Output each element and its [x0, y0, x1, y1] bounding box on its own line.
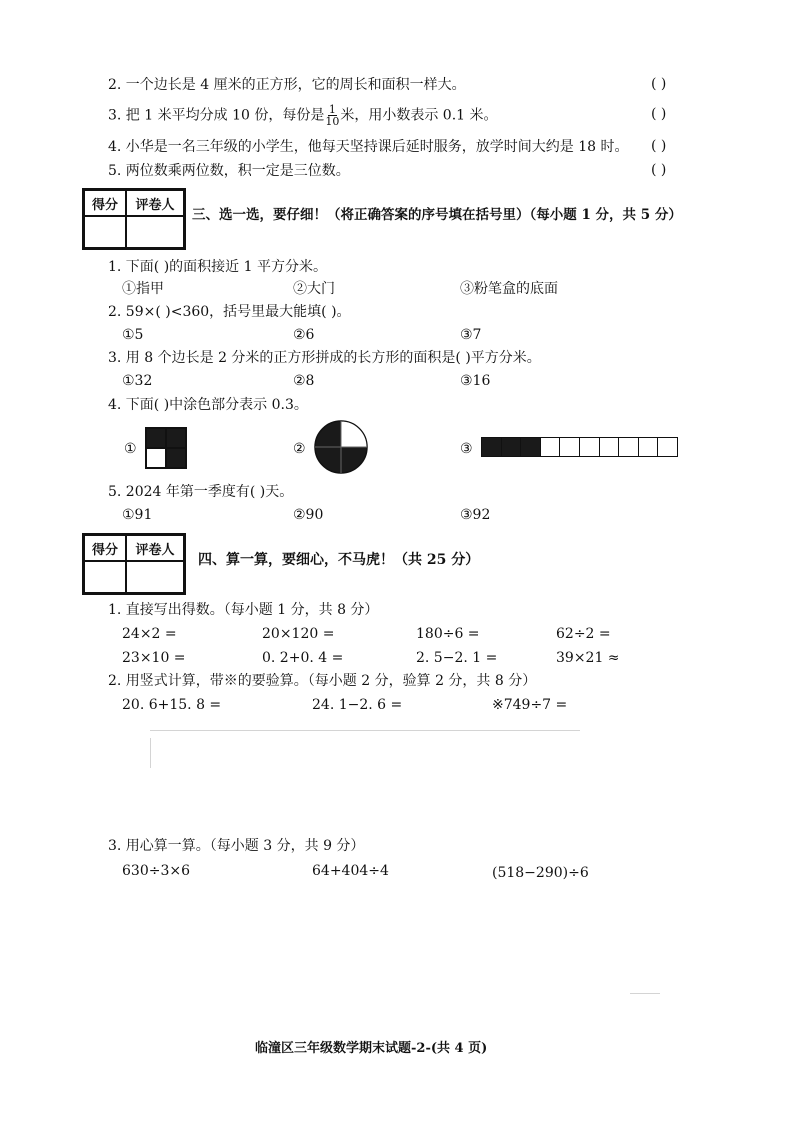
judgement-q4: 4. 小华是一名三年级的小学生，他每天坚持课后延时服务，放学时间大约是 18 时。	[108, 139, 629, 155]
section4-title: 四、算一算，要细心，不马虎！（共 25 分）	[198, 552, 480, 568]
grader-cell[interactable]	[126, 216, 184, 248]
section4-part2-title: 2. 用竖式计算，带※的要验算。（每小题 2 分，验算 2 分，共 8 分）	[108, 673, 537, 689]
answer-paren-q3[interactable]: ( )	[651, 106, 667, 122]
mental-calc-item: 2. 5−2. 1 =	[416, 650, 498, 666]
choice-q3-opt2[interactable]: ②8	[293, 373, 315, 389]
scan-artifact-line	[150, 730, 580, 731]
section3-title: 三、选一选，要仔细！（将正确答案的序号填在括号里）（每小题 1 分，共 5 分）	[192, 207, 682, 223]
judgement-q3-post: 米，用小数表示 0.1 米。	[340, 107, 498, 124]
shaded-square-figure	[145, 427, 187, 469]
mixed-calc-item: (518−290)÷6	[492, 865, 589, 881]
judgement-q2: 2. 一个边长是 4 厘米的正方形，它的周长和面积一样大。	[108, 77, 466, 93]
choice-q4: 4. 下面( )中涂色部分表示 0.3。	[108, 397, 308, 413]
mental-calc-item: 62÷2 =	[556, 626, 611, 642]
score-label: 得分	[84, 535, 126, 561]
judgement-q5: 5. 两位数乘两位数，积一定是三位数。	[108, 163, 350, 179]
score-label: 得分	[84, 190, 126, 216]
choice-q4-opt2[interactable]: ②	[293, 441, 306, 457]
vertical-calc-item: 20. 6+15. 8 =	[122, 697, 222, 713]
mental-calc-item: 180÷6 =	[416, 626, 480, 642]
choice-q4-opt1[interactable]: ①	[124, 441, 137, 457]
choice-q1-opt2[interactable]: ②大门	[293, 281, 335, 297]
choice-q2-opt3[interactable]: ③7	[460, 327, 482, 343]
judgement-q3-pre: 3. 把 1 米平均分成 10 份，每份是	[108, 107, 325, 124]
section4-part1-title: 1. 直接写出得数。（每小题 1 分，共 8 分）	[108, 602, 379, 618]
choice-q3: 3. 用 8 个边长是 2 分米的正方形拼成的长方形的面积是( )平方分米。	[108, 350, 541, 366]
choice-q1-opt3[interactable]: ③粉笔盒的底面	[460, 281, 558, 297]
section4-part3-title: 3. 用心算一算。（每小题 3 分，共 9 分）	[108, 838, 365, 854]
shaded-strip-figure	[481, 437, 678, 457]
choice-q5: 5. 2024 年第一季度有( )天。	[108, 484, 294, 500]
choice-q4-opt3[interactable]: ③	[460, 441, 473, 457]
choice-q2-opt2[interactable]: ②6	[293, 327, 315, 343]
vertical-calc-item: 24. 1−2. 6 =	[312, 697, 403, 713]
grader-cell[interactable]	[126, 561, 184, 593]
mixed-calc-item: 630÷3×6	[122, 863, 190, 879]
fraction-one-tenth: $\frac{1}{10}$	[325, 103, 340, 128]
judgement-q3	[108, 104, 498, 127]
score-cell[interactable]	[84, 216, 126, 248]
choice-q1-opt1[interactable]: ①指甲	[122, 281, 164, 297]
choice-q5-opt1[interactable]: ①91	[122, 507, 153, 523]
mental-calc-item: 0. 2+0. 4 =	[262, 650, 344, 666]
mental-calc-item: 23×10 =	[122, 650, 186, 666]
score-box-section4	[82, 533, 186, 595]
choice-q3-opt1[interactable]: ①32	[122, 373, 153, 389]
choice-q5-opt2[interactable]: ②90	[293, 507, 324, 523]
mental-calc-item: 20×120 =	[262, 626, 335, 642]
grader-label: 评卷人	[126, 535, 184, 561]
answer-paren-q4[interactable]: ( )	[651, 138, 667, 154]
score-cell[interactable]	[84, 561, 126, 593]
choice-q1: 1. 下面( )的面积接近 1 平方分米。	[108, 259, 327, 275]
answer-paren-q5[interactable]: ( )	[651, 162, 667, 178]
mixed-calc-item: 64+404÷4	[312, 863, 389, 879]
mental-calc-item: 24×2 =	[122, 626, 177, 642]
scan-artifact-line	[150, 738, 151, 768]
mental-calc-item: 39×21 ≈	[556, 650, 620, 666]
score-box-section3	[82, 188, 186, 250]
scan-artifact-line	[630, 993, 660, 994]
choice-q5-opt3[interactable]: ③92	[460, 507, 491, 523]
choice-q2: 2. 59×( )<360，括号里最大能填( )。	[108, 304, 351, 320]
shaded-circle-figure	[313, 419, 369, 475]
choice-q3-opt3[interactable]: ③16	[460, 373, 491, 389]
answer-paren-q2[interactable]: ( )	[651, 76, 667, 92]
choice-q2-opt1[interactable]: ①5	[122, 327, 144, 343]
grader-label: 评卷人	[126, 190, 184, 216]
page-footer: 临潼区三年级数学期末试题-2-(共 4 页)	[255, 1041, 488, 1056]
vertical-calc-item: ※749÷7 =	[492, 697, 568, 713]
